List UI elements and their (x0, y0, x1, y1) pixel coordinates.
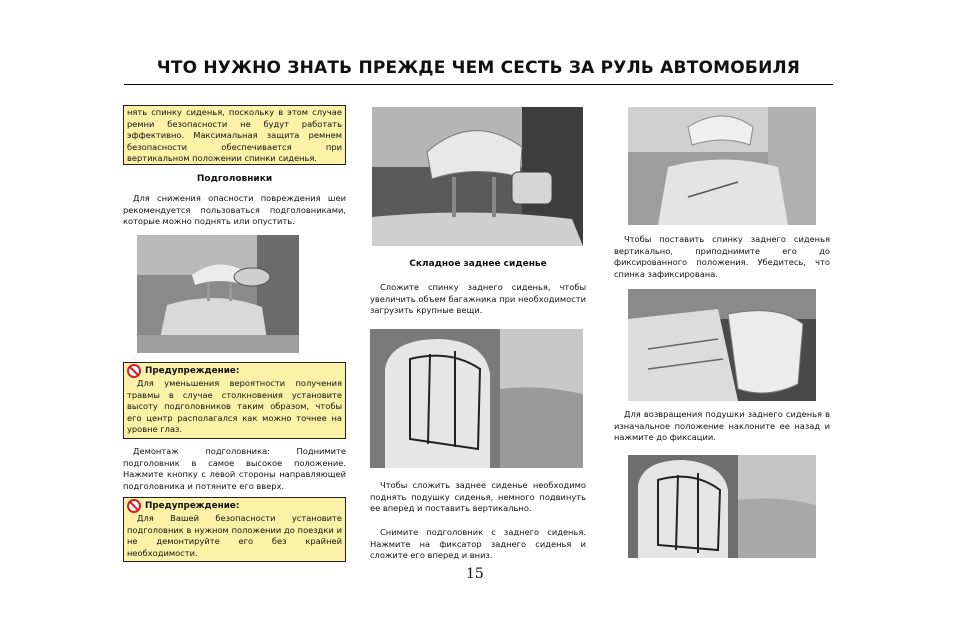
folding-seat-paragraph-3: Снимите подголовник с заднего сиденья. Нажмите на фиксатор заднего сиденья и сложите его вперед и вниз. (370, 527, 586, 561)
warning-box-1 (123, 362, 346, 439)
warning-2-title: Предупреждение: (145, 500, 240, 511)
folding-seat-paragraph-2: Чтобы сложить заднее сиденье необходимо поднять подушку сиденья, немного подвинуть ее вперед и поставить вертикально. (370, 480, 586, 514)
seat-cushion-paragraph: Для возвращения подушки заднего сиденья в изначальное положение наклоните ее назад и нажмите до фиксации. (614, 409, 830, 443)
headrests-paragraph: Для снижения опасности повреждения шеи рекомендуется пользоваться подголовниками, которые можно поднять или опустить. (123, 193, 346, 227)
seatback-upright-paragraph: Чтобы поставить спинку заднего сиденья вертикально, приподнимите его до фиксированного положения. Убедитесь, что спинка зафиксирована. (614, 234, 830, 279)
headrest-removal-paragraph: Демонтаж подголовника: Поднимите подголовник в самое высокое положение. Нажмите кнопку с левой стороны направляющей подголовника и потяните его вверх. (123, 446, 346, 491)
seat-fold-photo (628, 455, 816, 558)
no-entry-icon (127, 499, 141, 513)
no-entry-icon (127, 364, 141, 378)
seatback-upright-photo (628, 107, 816, 225)
headrests-heading: Подголовники (196, 174, 273, 184)
rear-headrest-photo (372, 107, 583, 246)
headrest-photo (137, 235, 299, 353)
folding-seat-heading: Складное заднее сиденье (409, 259, 547, 269)
folding-seat-paragraph-1: Сложите спинку заднего сиденья, чтобы увеличить объем багажника при необходимости загрузить крупные вещи. (370, 282, 586, 316)
title-rule (124, 84, 833, 85)
warning-1-text: Для уменьшения вероятности получения травмы в случае столкновения установите высоту подголовников таким образом, чтобы его центр располагался как можно точнее на уровне глаз. (127, 378, 342, 435)
seat-cushion-photo (628, 289, 816, 401)
warning-2-text: Для Вашей безопасности установите подголовник в нужном положении до поездки и не демонтируйте его без крайней необходимости. (127, 513, 342, 558)
warning-box-2 (123, 497, 346, 562)
warning-1-title: Предупреждение: (145, 365, 240, 376)
page-title: ЧТО НУЖНО ЗНАТЬ ПРЕЖДЕ ЧЕМ СЕСТЬ ЗА РУЛЬ АВТОМОБИЛЯ (156, 58, 801, 78)
seat-frame-photo (370, 329, 583, 468)
top-highlight-box (123, 105, 346, 165)
top-highlight-text: нять спинку сиденья, поскольку в этом случае ремни безопасности не будут работать эффективно. Максимальная защита ремнем безопасности обеспечивается при вертикальном положении спинки сиденья. (127, 107, 342, 164)
page-number: 15 (466, 566, 484, 582)
